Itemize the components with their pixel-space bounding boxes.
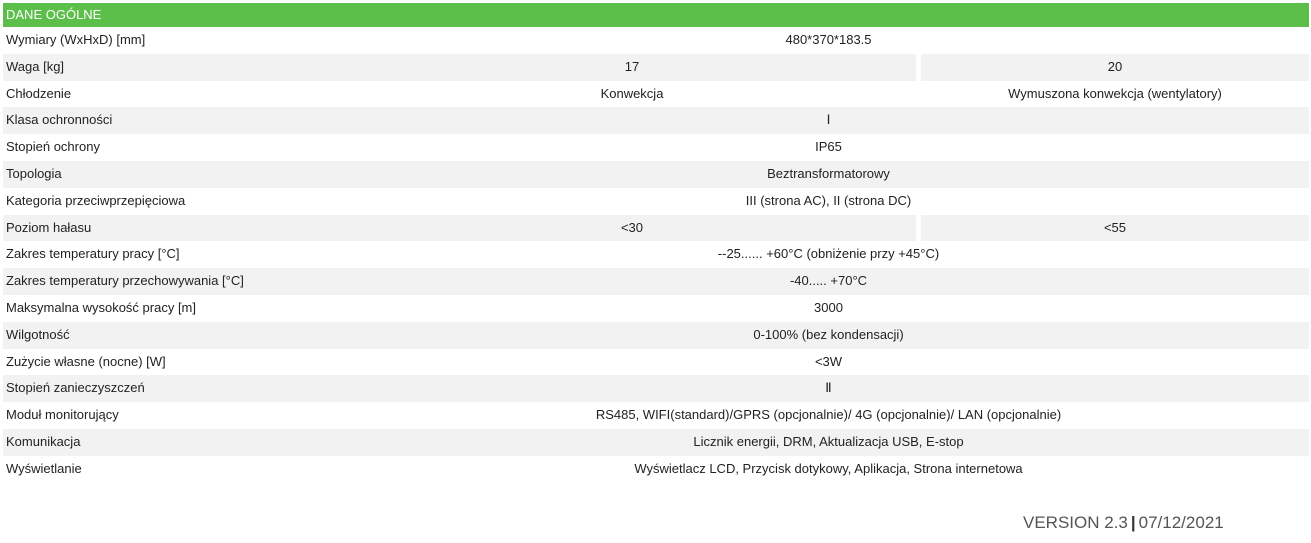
table-row — [3, 375, 1309, 402]
row-label: Stopień zanieczyszczeń — [6, 380, 145, 396]
row-label: Poziom hałasu — [6, 219, 92, 235]
row-value: IP65 — [815, 139, 842, 155]
row-value: -40..... +70°C — [3, 268, 1309, 295]
version-label: VERSION 2.3 — [1023, 513, 1128, 532]
row-label: Stopień ochrony — [6, 139, 100, 155]
row-label: Maksymalna wysokość pracy [m] — [6, 299, 196, 315]
version-footer — [1023, 513, 1224, 533]
row-value: Ⅱ — [3, 375, 1309, 402]
row-label: Zużycie własne (nocne) [W] — [6, 353, 166, 369]
row-label: Topologia — [6, 165, 62, 181]
row-label: Chłodzenie — [6, 85, 72, 101]
row-value: 3000 — [814, 299, 843, 315]
row-value-right: 20 — [921, 54, 1309, 81]
row-value-left: 17 — [3, 54, 916, 81]
row-value: III (strona AC), II (strona DC) — [745, 192, 912, 208]
table-row — [3, 241, 1309, 268]
row-value-right: <55 — [921, 215, 1309, 242]
row-value: Wyświetlacz LCD, Przycisk dotykowy, Aplikacja, Strona internetowa — [634, 460, 1023, 476]
table-row — [3, 295, 1309, 322]
table-row — [3, 161, 1309, 188]
row-value: 480*370*183.5 — [785, 32, 872, 47]
table-row — [3, 27, 1309, 54]
row-label: Wyświetlanie — [6, 460, 82, 476]
table-row — [3, 107, 1309, 134]
row-label: Wilgotność — [6, 326, 70, 342]
row-label: Komunikacja — [6, 433, 81, 449]
row-value: 0-100% (bez kondensacji) — [3, 322, 1309, 349]
table-row — [3, 322, 1309, 349]
table-row — [3, 81, 1309, 108]
table-row — [3, 134, 1309, 161]
row-label: Wymiary (WxHxD) [mm] — [6, 32, 146, 47]
row-value: Ⅰ — [3, 107, 1309, 134]
version-date: 07/12/2021 — [1138, 513, 1224, 532]
row-label: Waga [kg] — [6, 58, 65, 74]
row-value: --25...... +60°C (obniżenie przy +45°C) — [717, 246, 940, 262]
row-value: <3W — [814, 353, 843, 369]
row-label: Klasa ochronności — [6, 112, 113, 128]
table-row — [3, 54, 1309, 81]
row-value-right: Wymuszona konwekcja (wentylatory) — [1008, 85, 1222, 101]
row-label: Zakres temperatury pracy [°C] — [6, 246, 180, 262]
table-row — [3, 402, 1309, 429]
table-row — [3, 188, 1309, 215]
version-separator: | — [1130, 513, 1136, 532]
row-value-left: Konwekcja — [600, 85, 664, 101]
row-value: Beztransformatorowy — [3, 161, 1309, 188]
row-label: Zakres temperatury przechowywania [°C] — [6, 273, 244, 289]
row-value: RS485, WIFI(standard)/GPRS (opcjonalnie)/ 4G (opcjonalnie)/ LAN (opcjonalnie) — [595, 407, 1062, 423]
table-row — [3, 215, 1309, 242]
table-row — [3, 268, 1309, 295]
row-label: Moduł monitorujący — [6, 407, 119, 423]
table-row — [3, 349, 1309, 376]
table-row — [3, 429, 1309, 456]
row-value: Licznik energii, DRM, Aktualizacja USB, E-stop — [3, 429, 1309, 456]
spec-table — [3, 3, 1309, 483]
table-row — [3, 456, 1309, 483]
section-header: DANE OGÓLNE — [3, 3, 1309, 27]
row-value-left: <30 — [3, 215, 916, 242]
row-label: Kategoria przeciwprzepięciowa — [6, 192, 186, 208]
